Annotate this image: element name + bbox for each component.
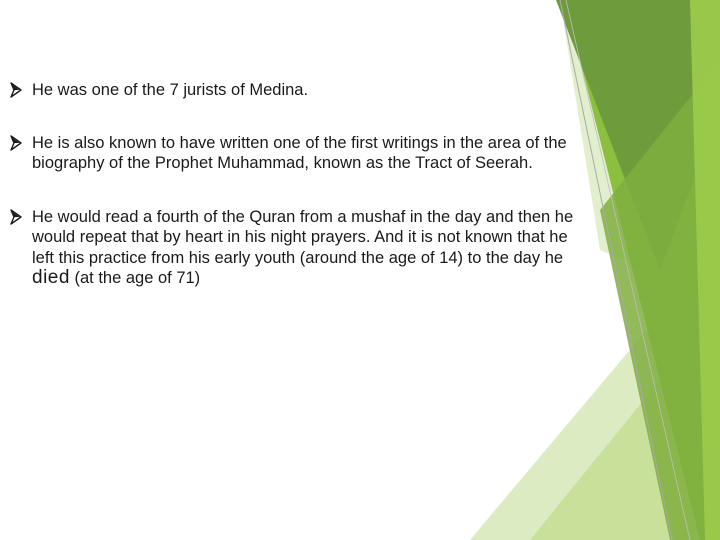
bullet-item-jurists xyxy=(9,80,579,101)
arrowhead-bullet-icon xyxy=(9,81,23,99)
arrowhead-bullet-icon xyxy=(9,208,23,226)
bullet-text: He is also known to have written one of the first writings in the area of the biography of the Prophet Muhammad, known as the Tract of Seerah. xyxy=(32,133,567,172)
bullet-list xyxy=(9,80,579,289)
bullet-text-after: (at the age of 71) xyxy=(69,269,201,287)
bullet-text: He was one of the 7 jurists of Medina. xyxy=(32,81,309,99)
bullet-text xyxy=(32,208,573,288)
bullet-item-quran-reading xyxy=(9,207,579,289)
arrowhead-bullet-icon xyxy=(9,134,23,152)
bullet-item-seerah xyxy=(9,133,579,174)
bullet-text-emphasis: died xyxy=(32,267,70,288)
bullet-text-before: He would read a fourth of the Quran from a mushaf in the day and then he would repeat that by heart in his night prayers. And it is not known that he left this practice from his early youth (around the age of 14) to the day he xyxy=(32,207,574,267)
